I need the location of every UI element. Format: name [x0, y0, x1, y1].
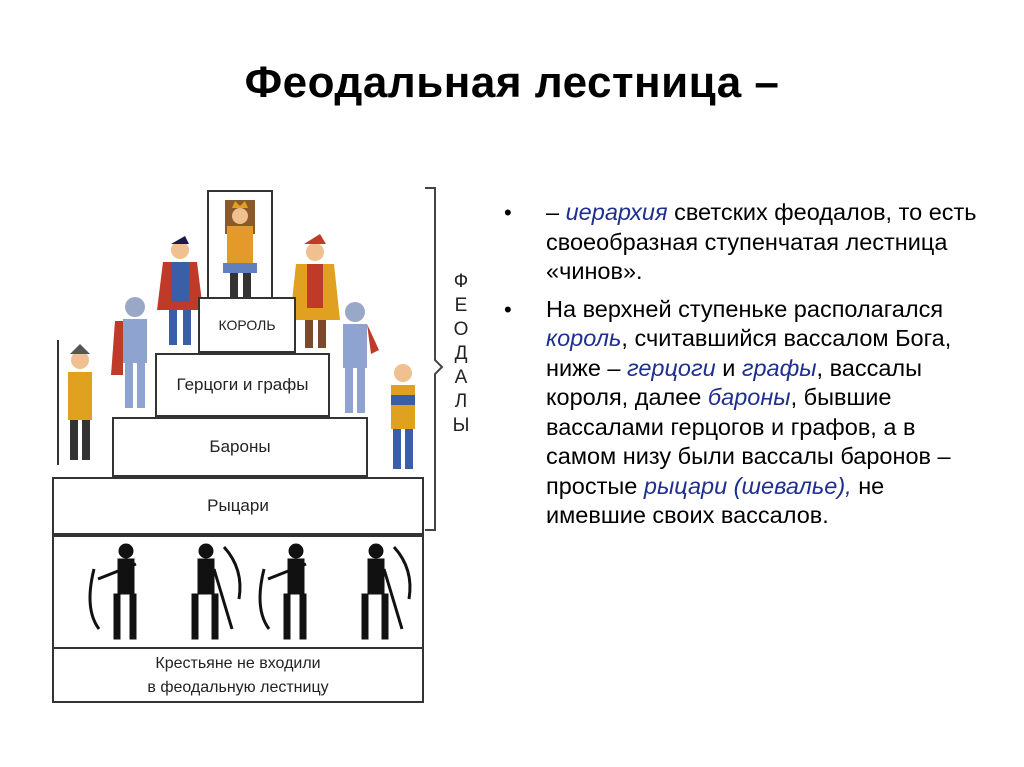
term-barons: бароны	[707, 384, 791, 410]
peasants-label-line2: в феодальную лестницу	[147, 679, 329, 696]
bullet-ladder	[504, 295, 984, 531]
bullet-hierarchy	[504, 198, 984, 287]
term-dukes: герцоги	[627, 354, 716, 381]
term-knights: рыцари (шевалье),	[643, 472, 852, 499]
peasants-label-line1: Крестьяне не входили	[155, 655, 321, 672]
king-step	[198, 297, 296, 353]
feudal-ladder-diagram	[40, 185, 480, 705]
barons-step	[112, 417, 368, 477]
text-span: На верхней ступеньке располагался	[546, 295, 944, 322]
text-span: –	[546, 199, 566, 225]
term-counts: графы	[741, 354, 817, 381]
term-king: король	[546, 325, 622, 351]
peasants-figures-icon	[54, 539, 422, 644]
soldier-figure-icon	[50, 340, 110, 470]
term-hierarchy: иерархия	[565, 199, 668, 225]
text-span: , вассалы короля, далее	[546, 354, 923, 410]
text-span: , считавшийся вассалом Бога, ниже –	[546, 325, 952, 381]
king-figure-icon	[205, 188, 275, 303]
dukes-step-label: Герцоги и графы	[176, 375, 309, 394]
feudals-vertical-label: ФЕОДАЛЫ	[452, 271, 470, 436]
guard-figure-icon	[375, 355, 435, 475]
slide-title: Феодальная лестница –	[244, 58, 780, 107]
peasants-box	[52, 535, 424, 703]
text-span: и	[715, 354, 742, 381]
text-span: не имевшие своих вассалов.	[546, 472, 885, 528]
king-step-label: КОРОЛЬ	[218, 317, 276, 333]
knights-step-label: Рыцари	[207, 496, 269, 515]
knights-step	[52, 477, 424, 535]
text-span: светских феодалов, то есть своеобразная ступенчатая лестница «чинов».	[546, 199, 977, 284]
text-span: , бывшие вассалами герцогов и графов, а в самом низу были вассалы баронов – простые	[546, 384, 951, 499]
barons-step-label: Бароны	[209, 437, 271, 456]
dukes-step	[155, 353, 330, 417]
description-text	[504, 198, 984, 539]
